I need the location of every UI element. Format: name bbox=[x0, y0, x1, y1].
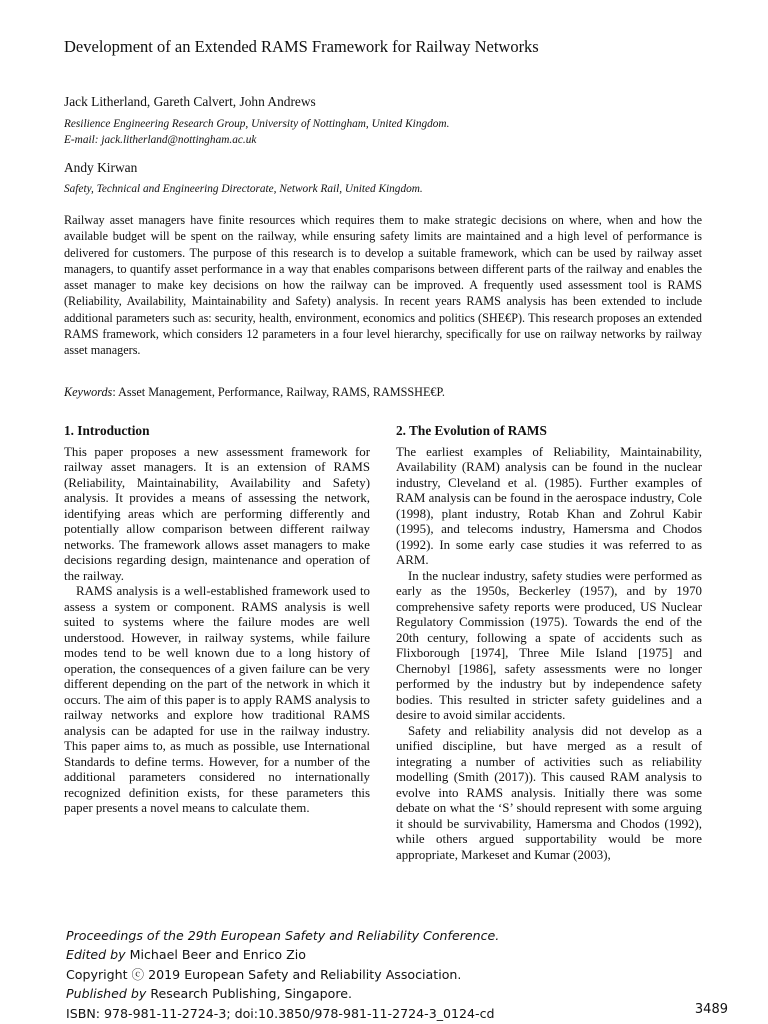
keywords-text: : Asset Management, Performance, Railway, RAMS, RAMSSHE€P. bbox=[112, 385, 445, 399]
copyright-line: Copyright ⓒ 2019 European Safety and Reliability Association. bbox=[66, 966, 462, 982]
publisher-label: Published by bbox=[66, 986, 147, 1002]
paragraph: This paper proposes a new assessment framework for railway asset managers. It is an extension of RAMS (Reliability, Maintainability, Availability and Safety) analysis. It provides a means of assessing the network, identifying areas which are performing differently and potentially allow comparison between different railway networks. The framework allows asset managers to make decisions regarding design, maintenance and operation of the railway. bbox=[64, 444, 370, 583]
keywords bbox=[64, 385, 445, 400]
email-1: E-mail: jack.litherland@nottingham.ac.uk bbox=[64, 134, 257, 146]
isbn-line: ISBN: 978-981-11-2724-3; doi:10.3850/978-981-11-2724-3_0124-cd bbox=[66, 1005, 495, 1021]
paper-title: Development of an Extended RAMS Framework for Railway Networks bbox=[64, 37, 539, 56]
proceedings-footer bbox=[66, 926, 728, 1023]
publisher-line bbox=[66, 984, 728, 1003]
section-heading-introduction: 1. Introduction bbox=[64, 423, 150, 438]
editors-label: Edited by bbox=[66, 947, 126, 963]
affiliation-1: Resilience Engineering Research Group, University of Nottingham, United Kingdom. bbox=[64, 118, 450, 130]
author-list-2: Andy Kirwan bbox=[64, 160, 138, 175]
section-heading-evolution: 2. The Evolution of RAMS bbox=[396, 423, 547, 438]
editors-names: Michael Beer and Enrico Zio bbox=[125, 947, 306, 963]
abstract: Railway asset managers have finite resources which requires them to make strategic decisions on where, when and how the available budget will be spent on the railway, while ensuring safety limits are maintained and a high level of performance is delivered for customers. The purpose of this research is to develop a suitable framework, which can be used by railway asset managers, to quantify asset performance in a way that enables comparisons between different parts of the railway and enables the asset manager to make key decisions on how the railway can be improved. A frequently used assessment tool is RAMS (Reliability, Availability, Maintainability and Safety) analysis. In recent years RAMS analysis has been extended to include additional parameters such as: security, health, environment, economics and politics (SHE€P). This research proposes an extended RAMS framework, which considers 12 parameters in a four level hierarchy, specifically for use on railway networks by railway asset managers. bbox=[64, 213, 702, 358]
paragraph: RAMS analysis is a well-established framework used to assess a system or component. RAMS analysis is well suited to systems where the failure modes are well understood. However, in railway systems, while failure modes tend to be well known due to a long history of operation, the consequences of a given failure can be very different depending on the part of the network in which it occurs. The aim of this paper is to apply RAMS analysis to railway networks and explore how traditional RAMS analysis can be adapted for use in the railway industry. This paper aims to, as much as possible, use International Standards to define terms. However, for a number of the additional parameters considered no internationally recognized definition exists, for these parameters this paper presents a novel means to calculate them. bbox=[64, 584, 370, 815]
paragraph: Safety and reliability analysis did not develop as a unified discipline, but have merged as a result of integrating a number of activities such as reliability modelling (Smith (2017)). This caused RAM analysis to evolve into RAMS analysis. Initially there was some debate on what the ‘S’ should represent with some arguing it should be survivability, Hamersma and Chodos (1992), while others argued supportability would be more appropriate, Markeset and Kumar (2003), bbox=[396, 723, 702, 862]
publisher-name: Research Publishing, Singapore. bbox=[146, 986, 352, 1002]
page-number: 3489 bbox=[694, 1002, 728, 1017]
column-right bbox=[396, 423, 702, 863]
proceedings-line: Proceedings of the 29th European Safety and Reliability Conference. bbox=[66, 928, 500, 943]
affiliation-2: Safety, Technical and Engineering Directorate, Network Rail, United Kingdom. bbox=[64, 183, 423, 195]
author-list-1: Jack Litherland, Gareth Calvert, John Andrews bbox=[64, 94, 316, 109]
editors-line bbox=[66, 945, 728, 964]
paragraph: The earliest examples of Reliability, Maintainability, Availability (RAM) analysis can be found in the nuclear industry, Cleveland et al. (1985). Further examples of RAM analysis can be found in the aerospace industry, Cole (1998), plant industry, Rotab Khan and Zohrul Kabir (1995), and telecoms industry, Hamersma and Chodos (1992). In some early case studies it was referred to as ARM. bbox=[396, 444, 702, 567]
column-left bbox=[64, 423, 370, 817]
keywords-label: Keywords bbox=[64, 385, 113, 399]
paragraph: In the nuclear industry, safety studies were performed as early as the 1950s, Beckerley (1957), and by 1970 comprehensive safety reports were produced, US Nuclear Regulatory Commission (1975). Towards the end of the 20th century, following a spate of accidents such as Flixborough [1974], Three Mile Island [1975] and Chernobyl [1986], safety assessments were no longer performed by the industry but by independence safety bodies. This resulted in stricter safety guidelines and a desire to avoid similar accidents. bbox=[396, 568, 702, 722]
